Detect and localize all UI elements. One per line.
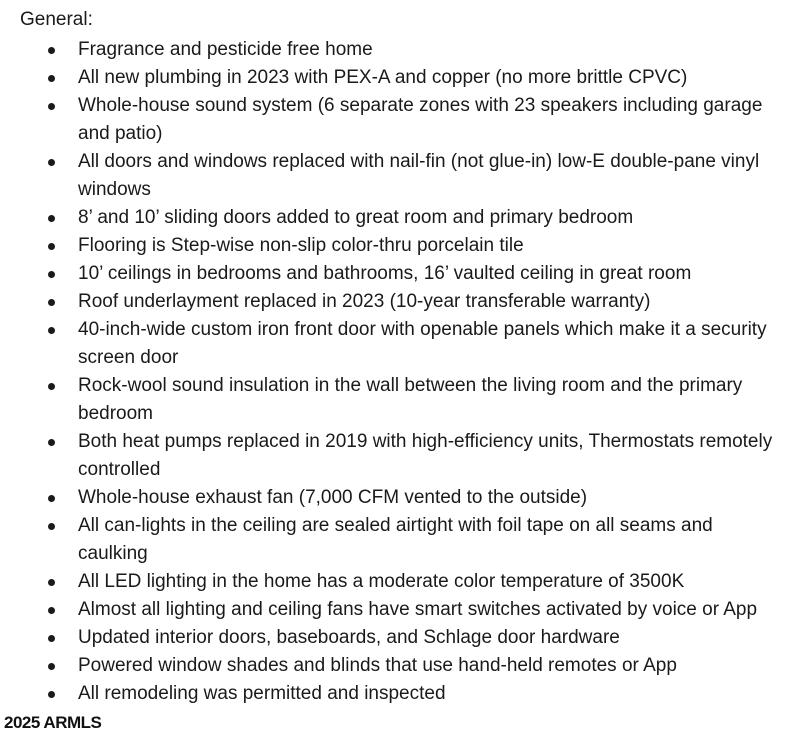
list-item: Powered window shades and blinds that use hand-held remotes or App — [0, 652, 800, 680]
watermark: 2025 ARMLS — [4, 713, 102, 732]
list-item: Updated interior doors, baseboards, and Schlage door hardware — [0, 624, 800, 652]
list-item: Almost all lighting and ceiling fans have smart switches activated by voice or App — [0, 596, 800, 624]
list-item: Both heat pumps replaced in 2019 with high-efficiency units, Thermostats remotely controlled — [0, 428, 800, 484]
list-item: All doors and windows replaced with nail-fin (not glue-in) low-E double-pane vinyl windows — [0, 148, 800, 204]
list-item: All new plumbing in 2023 with PEX-A and copper (no more brittle CPVC) — [0, 64, 800, 92]
list-item: Whole-house sound system (6 separate zones with 23 speakers including garage and patio) — [0, 92, 800, 148]
list-item: All can-lights in the ceiling are sealed airtight with foil tape on all seams and caulking — [0, 512, 800, 568]
list-item: 8’ and 10’ sliding doors added to great room and primary bedroom — [0, 204, 800, 232]
list-item: 40-inch-wide custom iron front door with openable panels which make it a security screen door — [0, 316, 800, 372]
list-item: Roof underlayment replaced in 2023 (10-year transferable warranty) — [0, 288, 800, 316]
list-item: 10’ ceilings in bedrooms and bathrooms, 16’ vaulted ceiling in great room — [0, 260, 800, 288]
list-item: All LED lighting in the home has a moderate color temperature of 3500K — [0, 568, 800, 596]
list-item: Fragrance and pesticide free home — [0, 36, 800, 64]
section-heading: General: — [20, 9, 93, 30]
list-item: Rock-wool sound insulation in the wall between the living room and the primary bedroom — [0, 372, 800, 428]
feature-list — [0, 36, 800, 708]
list-item: All remodeling was permitted and inspected — [0, 680, 800, 708]
list-item: Flooring is Step-wise non-slip color-thru porcelain tile — [0, 232, 800, 260]
list-item: Whole-house exhaust fan (7,000 CFM vented to the outside) — [0, 484, 800, 512]
